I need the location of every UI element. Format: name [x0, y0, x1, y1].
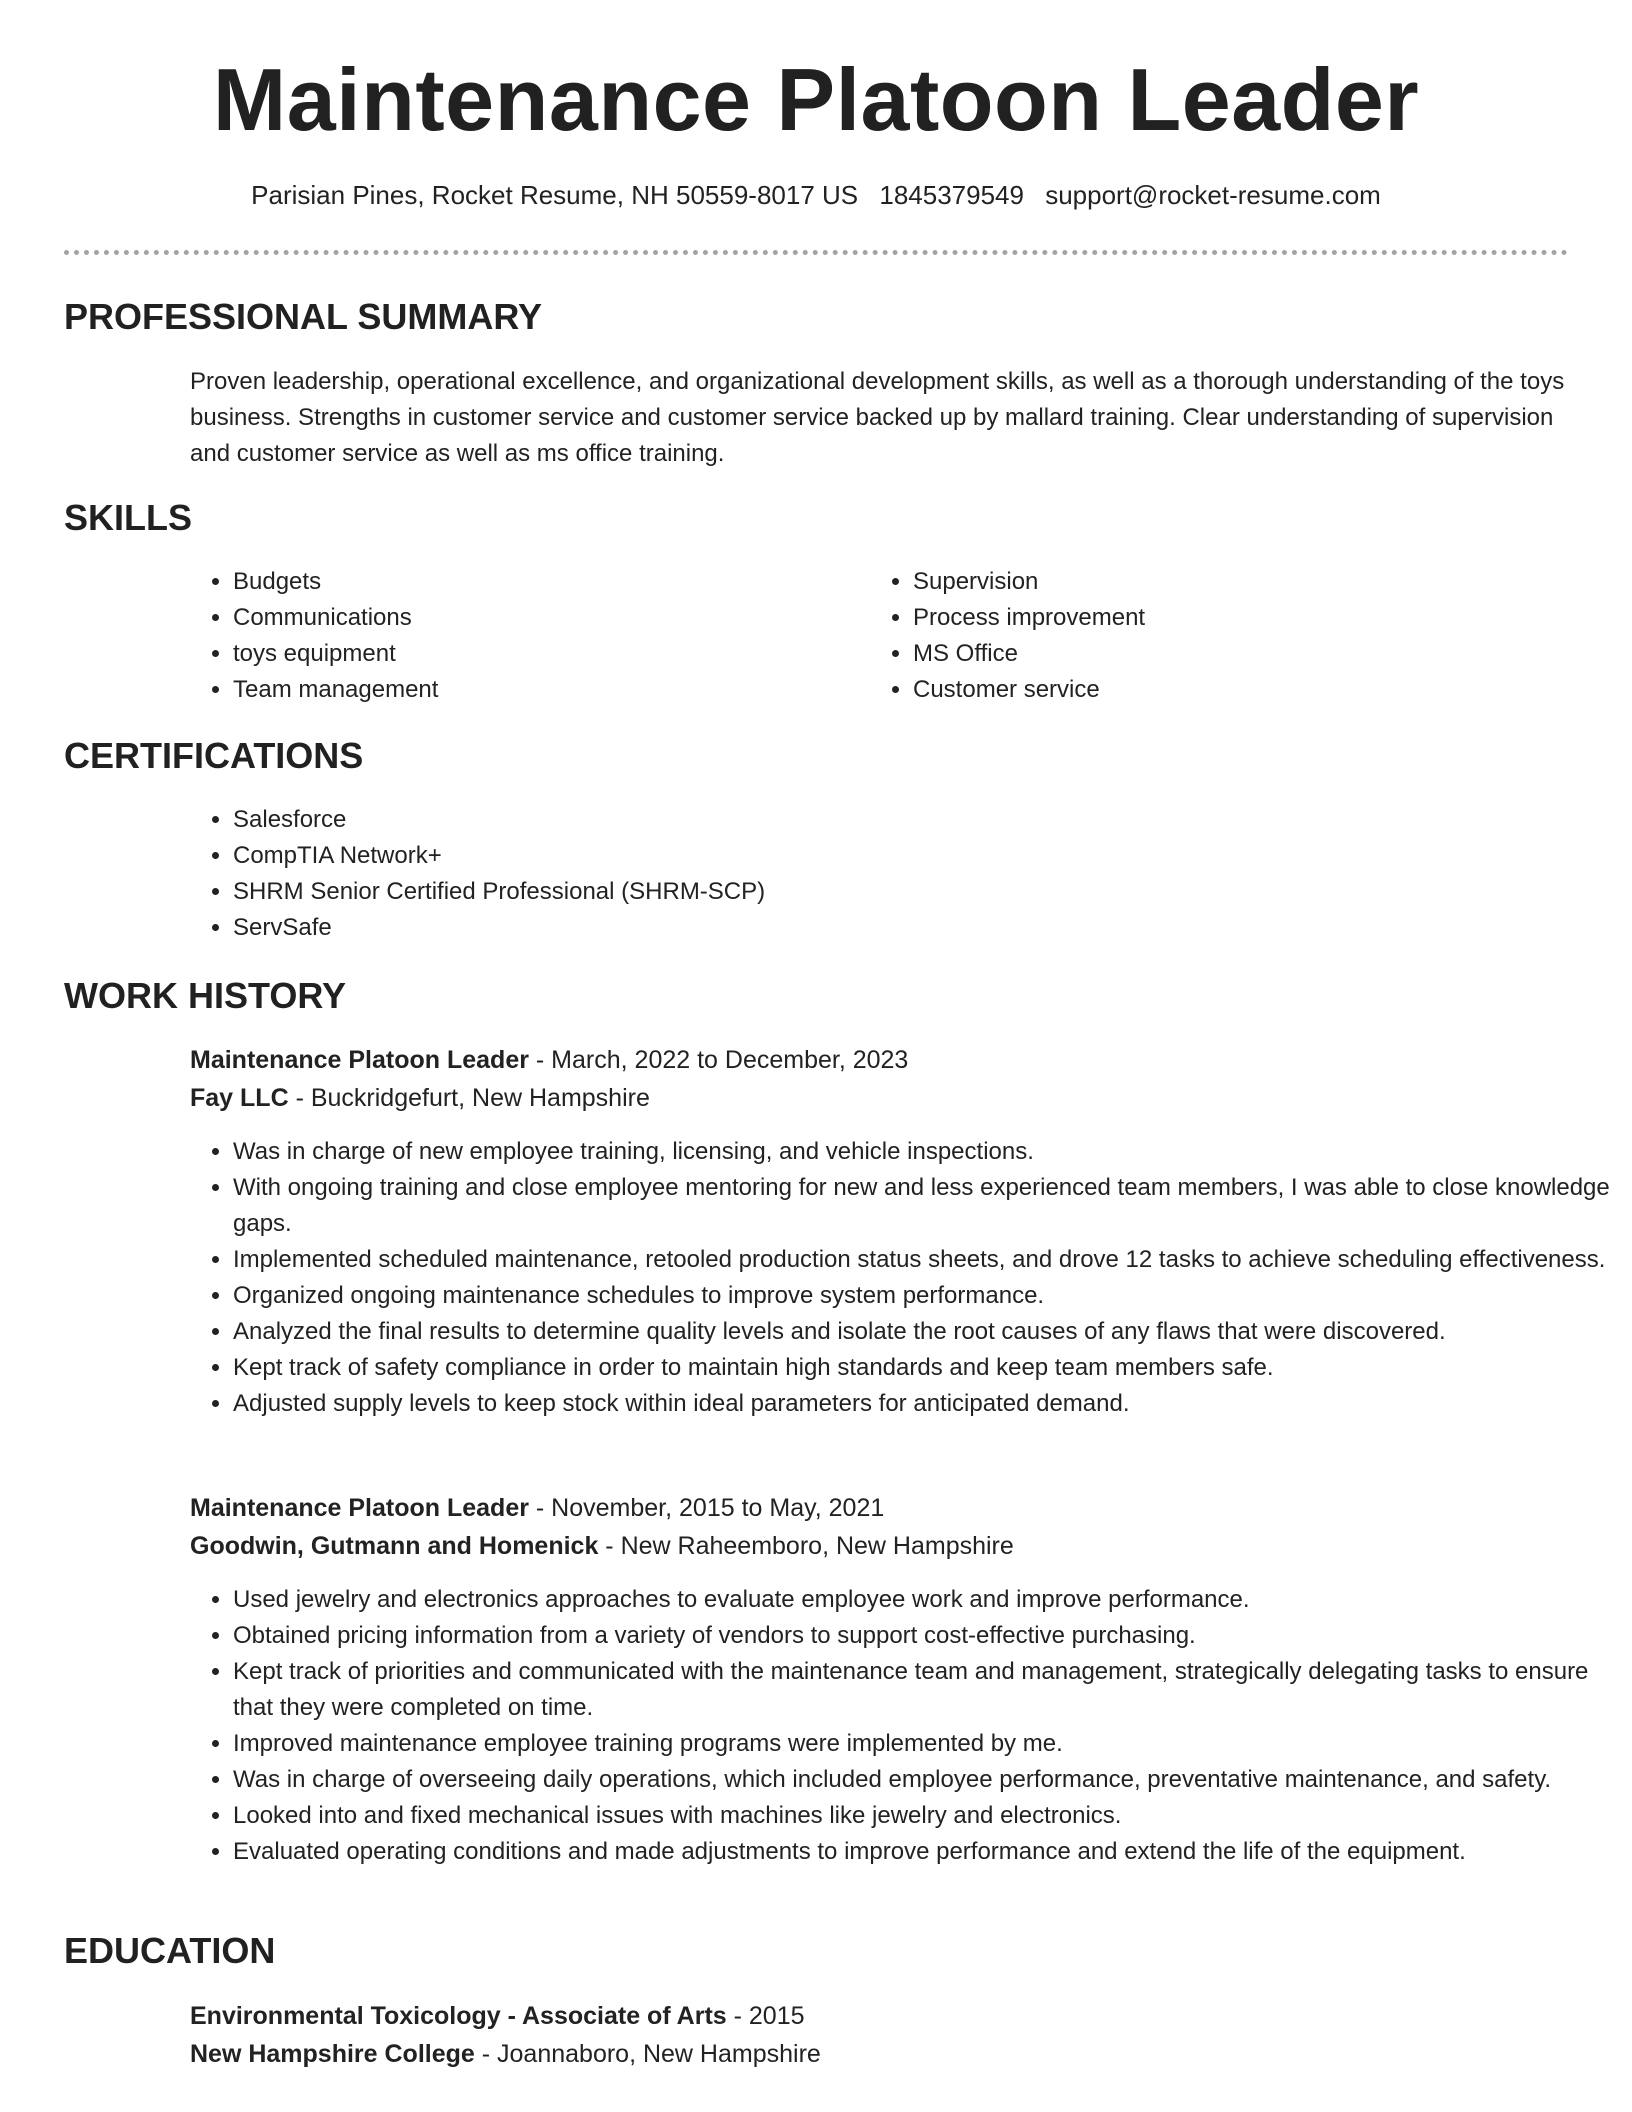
list-item: • Evaluated operating conditions and made adjustments to improve performance and extend the life of the equipment. — [233, 1834, 1613, 1870]
job-2-title-line — [190, 1489, 1570, 1527]
list-item: • Supervision — [913, 564, 1573, 600]
contact-phone: 1845379549 — [879, 180, 1024, 210]
list-item: • Kept track of safety compliance in order to maintain high standards and keep team members safe. — [233, 1350, 1613, 1386]
list-item: • Obtained pricing information from a variety of vendors to support cost-effective purchasing. — [233, 1618, 1613, 1654]
contact-email: support@rocket-resume.com — [1045, 180, 1381, 210]
list-item: • toys equipment — [233, 636, 873, 672]
list-item: • Kept track of priorities and communicated with the maintenance team and management, strategically delegating tasks to ensure that they were completed on time. — [233, 1654, 1613, 1726]
job-company: Goodwin, Gutmann and Homenick — [190, 1532, 599, 1560]
list-item: • Analyzed the final results to determine quality levels and isolate the root causes of any flaws that were discovered. — [233, 1314, 1613, 1350]
job-location: - New Raheemboro, New Hampshire — [598, 1532, 1014, 1560]
list-item: • Was in charge of new employee training, licensing, and vehicle inspections. — [233, 1134, 1613, 1170]
education-degree: Environmental Toxicology - Associate of Arts — [190, 2002, 727, 2030]
job-location: - Buckridgefurt, New Hampshire — [288, 1084, 650, 1112]
job-2-bullets — [190, 1582, 1613, 1870]
education-year: - 2015 — [726, 2002, 805, 2030]
list-item: • Customer service — [913, 672, 1573, 708]
list-item: • CompTIA Network+ — [233, 838, 1573, 874]
list-item: • Was in charge of overseeing daily operations, which included employee performance, preventative maintenance, and safety. — [233, 1762, 1613, 1798]
list-item: • Budgets — [233, 564, 873, 600]
list-item: • Adjusted supply levels to keep stock within ideal parameters for anticipated demand. — [233, 1386, 1613, 1422]
job-1-title-line — [190, 1041, 1570, 1079]
job-company: Fay LLC — [190, 1084, 289, 1112]
list-item: • With ongoing training and close employee mentoring for new and less experienced team members, I was able to close knowledge gaps. — [233, 1170, 1613, 1242]
contact-line — [0, 180, 1632, 211]
summary-text: Proven leadership, operational excellence, and organizational development skills, as well as a thorough understanding of the toys business. Strengths in customer service and customer service backed up by mallard training. Clear understanding of supervision and customer service as well as ms office training. — [190, 368, 1565, 467]
list-item: • SHRM Senior Certified Professional (SHRM-SCP) — [233, 874, 1573, 910]
education-heading: EDUCATION — [64, 1930, 276, 1971]
list-item: • Team management — [233, 672, 873, 708]
summary-heading: PROFESSIONAL SUMMARY — [64, 296, 543, 337]
job-title: Maintenance Platoon Leader — [190, 1494, 529, 1522]
list-item: • Looked into and fixed mechanical issues with machines like jewelry and electronics. — [233, 1798, 1613, 1834]
list-item: • ServSafe — [233, 910, 1573, 946]
job-2-company-line — [190, 1527, 1570, 1565]
skills-list-left — [190, 564, 873, 708]
education-school-line — [190, 2035, 1570, 2073]
education-location: - Joannaboro, New Hampshire — [474, 2040, 821, 2068]
job-1-bullets — [190, 1134, 1613, 1422]
certifications-heading: CERTIFICATIONS — [64, 735, 364, 776]
list-item: • Implemented scheduled maintenance, retooled production status sheets, and drove 12 tasks to achieve scheduling effectiveness. — [233, 1242, 1613, 1278]
job-dates: - November, 2015 to May, 2021 — [528, 1494, 885, 1522]
skills-list-right — [870, 564, 1573, 708]
work-history-heading: WORK HISTORY — [64, 975, 347, 1016]
list-item: • Process improvement — [913, 600, 1573, 636]
list-item: • Used jewelry and electronics approaches to evaluate employee work and improve performance. — [233, 1582, 1613, 1618]
contact-address: Parisian Pines, Rocket Resume, NH 50559-8017 US — [251, 180, 859, 210]
job-1-company-line — [190, 1079, 1570, 1117]
candidate-name: Maintenance Platoon Leader — [212, 50, 1420, 149]
skills-heading: SKILLS — [64, 497, 193, 538]
list-item: • Organized ongoing maintenance schedules to improve system performance. — [233, 1278, 1613, 1314]
header-divider — [64, 250, 1568, 255]
education-school: New Hampshire College — [190, 2040, 475, 2068]
job-title: Maintenance Platoon Leader — [190, 1046, 529, 1074]
list-item: • Communications — [233, 600, 873, 636]
education-degree-line — [190, 1997, 1570, 2035]
certifications-list — [190, 802, 1573, 946]
list-item: • Improved maintenance employee training programs were implemented by me. — [233, 1726, 1613, 1762]
list-item: • MS Office — [913, 636, 1573, 672]
job-dates: - March, 2022 to December, 2023 — [528, 1046, 909, 1074]
list-item: • Salesforce — [233, 802, 1573, 838]
